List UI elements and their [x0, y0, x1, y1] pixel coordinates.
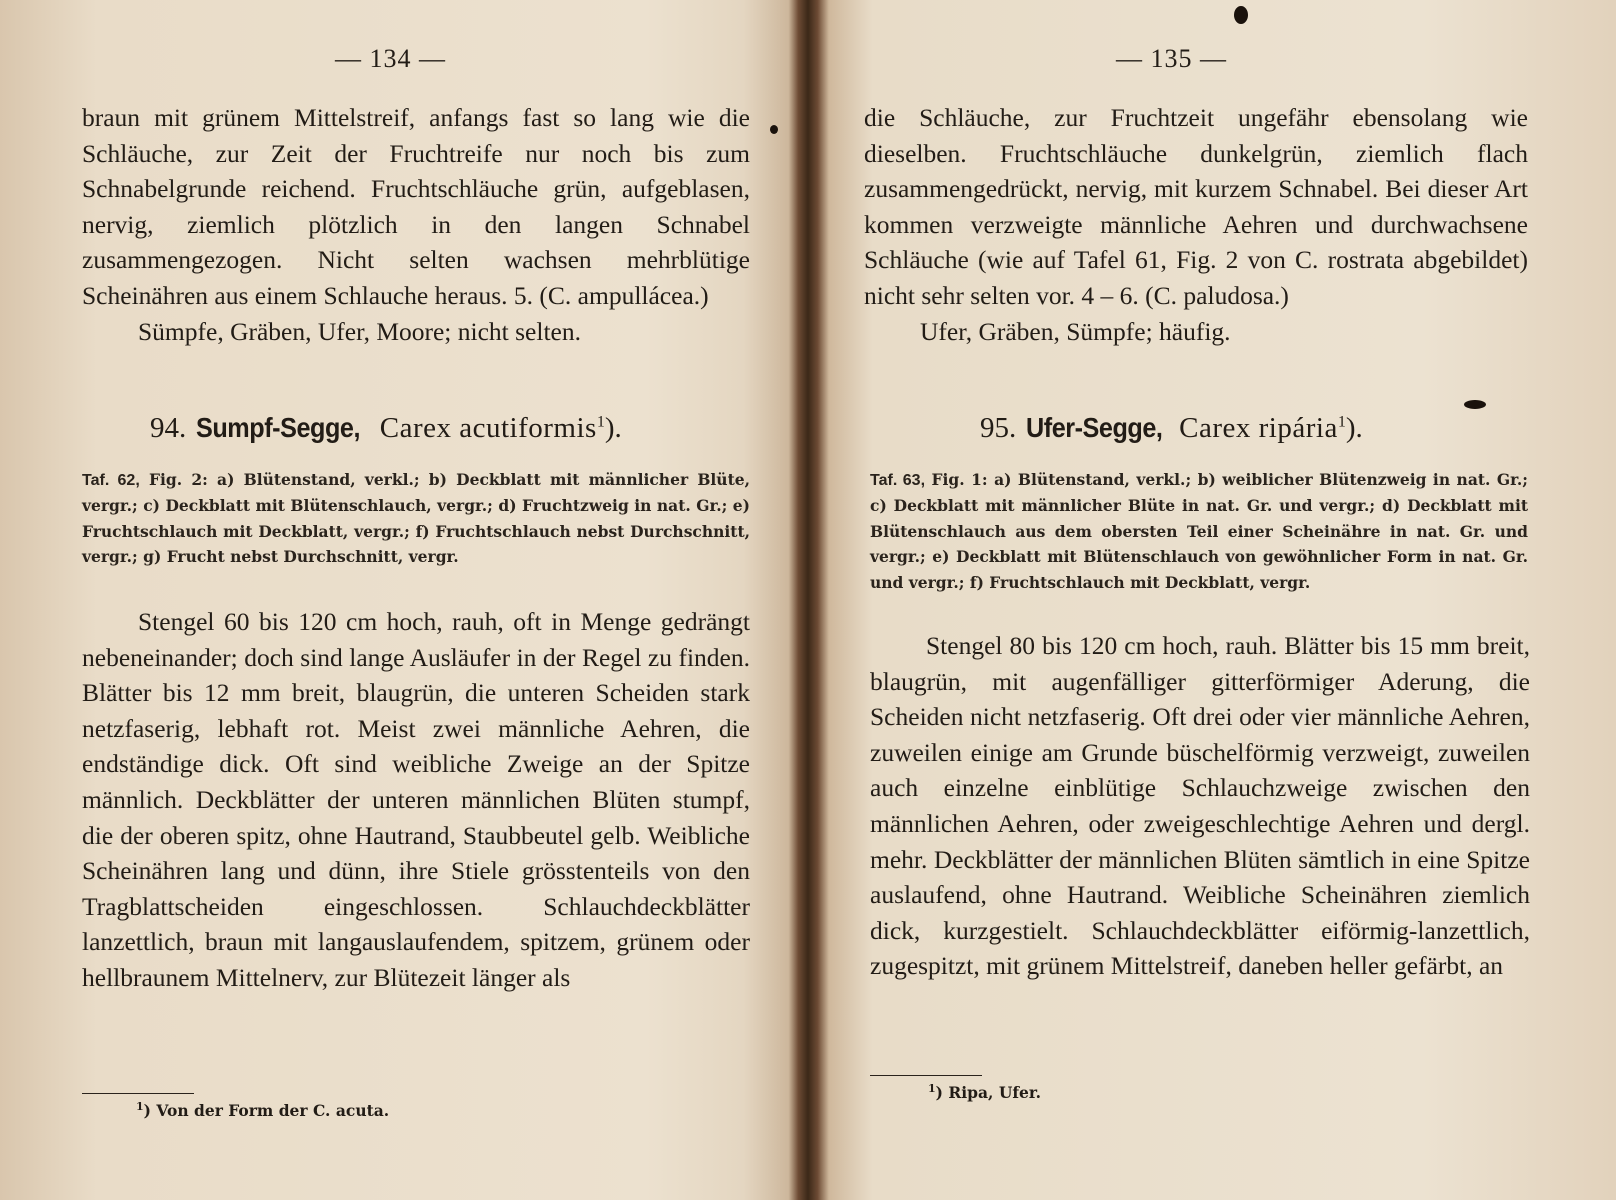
heading-closing: ). [604, 412, 622, 444]
right-page [816, 0, 1616, 1200]
plate-caption-text: Fig. 2: a) Blütenstand, verkl.; b) Deckblatt mit männlicher Blüte, vergr.; c) Deckblatt mit Blütenschlauch, vergr.; d) Fruchtzweig in nat. Gr.; e) Fruchtschlauch mit Deckblatt, vergr.; f) Fruchtschlauch nebst Durchschnitt, vergr.; g) Frucht nebst Durchschnitt, vergr. [82, 470, 750, 567]
footnote-mark: 1 [136, 1100, 144, 1113]
paper-speck [770, 125, 778, 134]
plate-caption [82, 467, 750, 570]
footnote [928, 1082, 1041, 1102]
page-number: — 135 — [1116, 44, 1227, 73]
species-latin-name: Carex acutiformis [379, 412, 597, 444]
footnote-rule [82, 1093, 194, 1094]
species-heading [150, 412, 622, 445]
description-paragraph: Stengel 80 bis 120 cm hoch, rauh. Blätter bis 15 mm breit, blaugrün, mit augenfälliger gitterförmiger Aderung, die Scheiden nicht netzfaserig. Oft drei oder vier männliche Aehren, zuweilen einige am Grunde büschelförmig verzweigt, zuweilen auch einzelne einblütige Schlauchzweige zwischen den männlichen Aehren, oder zweigeschlechtige Aehren und dergl. mehr. Deckblätter der männlichen Blüten sämtlich in eine Spitze auslaufend, ohne Hautrand. Weibliche Scheinähren ziemlich dick, kurzgestielt. Schlauchdeckblätter eiförmig-lanzettlich, zugespitzt, mit grünem Mittelstreif, daneben heller gefärbt, an [870, 631, 1530, 981]
footnote-text: ) Von der Form der C. acuta. [143, 1101, 390, 1121]
species-description [82, 604, 750, 996]
footnote-reference: 1 [1337, 413, 1346, 431]
left-page [0, 0, 800, 1200]
heading-closing: ). [1345, 412, 1363, 444]
continuation-paragraph: die Schläuche, zur Fruchtzeit ungefähr ebensolang wie dieselben. Fruchtschläuche dunkelgrün, ziemlich flach zusammengedrückt, nervig, mit kurzem Schnabel. Bei dieser Art kommen verzweigte männliche Aehren und durchwachsene Schläuche (wie auf Tafel 61, Fig. 2 von C. rostrata abgebildet) nicht sehr selten vor. 4 – 6. (C. paludosa.) [864, 103, 1528, 310]
species-latin-name: Carex ripária [1179, 412, 1338, 444]
continuation-paragraph: braun mit grünem Mittelstreif, anfangs fast so lang wie die Schläuche, zur Zeit der Fruchtreife nur noch bis zum Schnabelgrunde reichend. Fruchtschläuche grün, aufgeblasen, nervig, ziemlich plötzlich in den langen Schnabel zusammengezogen. Nicht selten wachsen mehrblütige Scheinähren aus einem Schlauche heraus. 5. (C. ampullácea.) [82, 103, 750, 310]
plate-label: Taf. 62, [82, 472, 140, 489]
habitat-paragraph: Sümpfe, Gräben, Ufer, Moore; nicht selten. [138, 316, 581, 346]
paper-speck [1464, 400, 1486, 409]
species-number: 94. [150, 412, 187, 444]
footnote-reference: 1 [596, 413, 605, 431]
footnote-text: ) Ripa, Ufer. [935, 1083, 1042, 1103]
footnote [136, 1100, 389, 1120]
description-paragraph: Stengel 60 bis 120 cm hoch, rauh, oft in Menge gedrängt nebeneinander; doch sind lange Ausläufer in der Regel zu finden. Blätter bis 12 mm breit, blaugrün, die unteren Scheiden stark netzfaserig, lebhaft rot. Meist zwei männliche Aehren, die endständige dick. Oft sind weibliche Zweige an der Spitze männlich. Deckblätter der unteren männlichen Blüten stumpf, die der oberen spitz, ohne Hautrand, Staubbeutel gelb. Weibliche Scheinähren lang und dünn, ihre Stiele grösstenteils von den Tragblattscheiden eingeschlossen. Schlauchdeckblätter lanzettlich, braun mit langauslaufendem, spitzem, grünem oder hellbraunem Mittelnerv, zur Blütezeit länger als [82, 607, 750, 992]
habitat-paragraph: Ufer, Gräben, Sümpfe; häufig. [920, 316, 1231, 346]
paper-speck [1234, 6, 1248, 24]
plate-label: Taf. 63, [870, 472, 926, 489]
species-description [870, 628, 1530, 984]
footnote-rule [870, 1075, 982, 1076]
continuation-text [864, 100, 1528, 349]
species-common-name: Sumpf-Segge, [196, 412, 361, 443]
page-number: — 134 — [335, 44, 446, 73]
species-heading [980, 412, 1363, 445]
species-common-name: Ufer-Segge, [1026, 412, 1163, 443]
species-number: 95. [980, 412, 1017, 444]
footnote-mark: 1 [928, 1082, 936, 1095]
continuation-text [82, 100, 750, 349]
plate-caption [870, 467, 1528, 595]
plate-caption-text: Fig. 1: a) Blütenstand, verkl.; b) weiblicher Blütenzweig in nat. Gr.; c) Deckblatt mit männlicher Blüte in nat. Gr. und vergr.; d) Deckblatt mit Blütenschlauch aus dem obersten Teil einer Scheinähre in nat. Gr. und vergr.; e) Deckblatt mit Blütenschlauch von gewöhnlicher Form in nat. Gr. und vergr.; f) Fruchtschlauch mit Deckblatt, vergr. [870, 470, 1528, 592]
